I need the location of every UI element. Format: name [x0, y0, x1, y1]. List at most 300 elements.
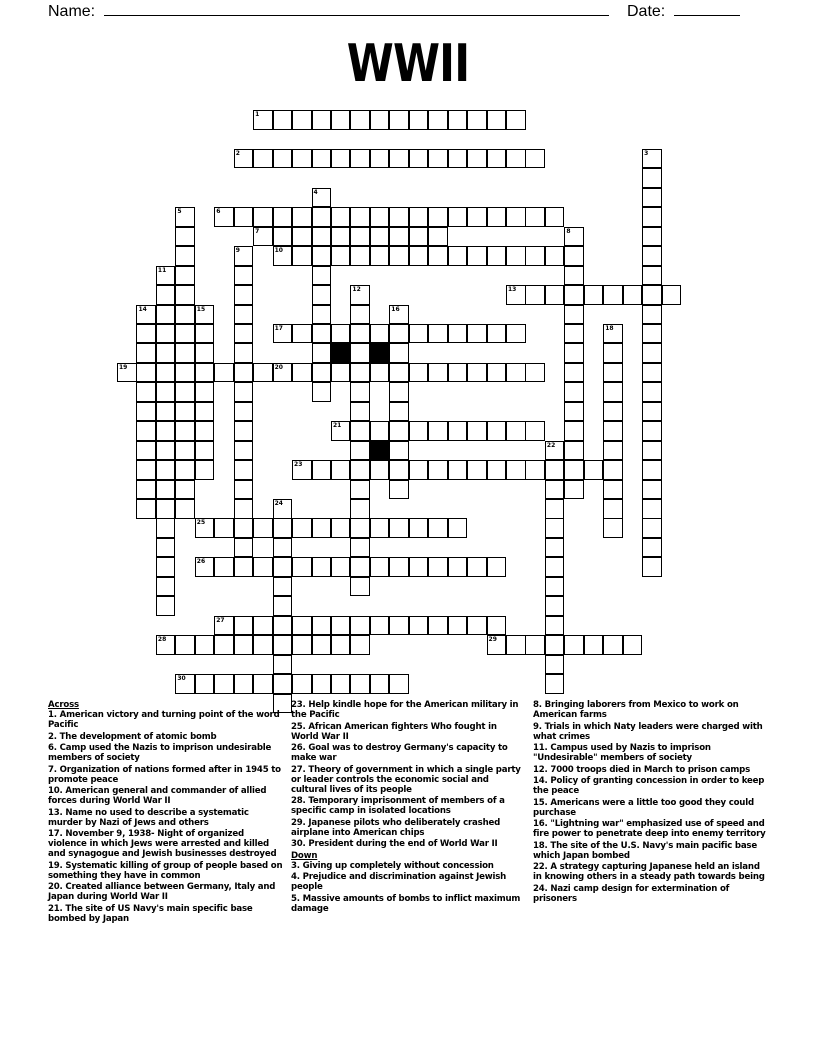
crossword-cell[interactable] [467, 616, 487, 636]
crossword-cell[interactable] [545, 577, 565, 597]
crossword-cell[interactable] [350, 207, 370, 227]
crossword-cell[interactable] [273, 363, 293, 383]
crossword-cell[interactable] [195, 402, 215, 422]
crossword-cell[interactable] [525, 635, 545, 655]
crossword-cell[interactable] [234, 421, 254, 441]
crossword-cell[interactable] [525, 149, 545, 169]
crossword-cell[interactable] [603, 402, 623, 422]
crossword-cell[interactable] [234, 674, 254, 694]
crossword-cell[interactable] [253, 149, 273, 169]
crossword-cell[interactable] [642, 460, 662, 480]
crossword-cell[interactable] [603, 635, 623, 655]
crossword-cell[interactable] [234, 285, 254, 305]
crossword-cell[interactable] [273, 674, 293, 694]
crossword-cell[interactable] [564, 382, 584, 402]
crossword-cell[interactable] [448, 363, 468, 383]
crossword-cell[interactable] [273, 324, 293, 344]
crossword-cell[interactable] [545, 655, 565, 675]
crossword-cell[interactable] [389, 207, 409, 227]
crossword-cell[interactable] [175, 305, 195, 325]
crossword-cell[interactable] [370, 557, 390, 577]
crossword-cell[interactable] [292, 557, 312, 577]
crossword-cell[interactable] [253, 363, 273, 383]
crossword-cell[interactable] [487, 635, 507, 655]
crossword-cell[interactable] [370, 149, 390, 169]
crossword-cell[interactable] [487, 460, 507, 480]
crossword-cell[interactable] [389, 382, 409, 402]
crossword-cell[interactable] [156, 577, 176, 597]
crossword-cell[interactable] [195, 674, 215, 694]
crossword-cell[interactable] [545, 441, 565, 461]
crossword-cell[interactable] [467, 421, 487, 441]
crossword-cell[interactable] [331, 149, 351, 169]
crossword-cell[interactable] [564, 266, 584, 286]
crossword-cell[interactable] [642, 421, 662, 441]
crossword-cell[interactable] [136, 421, 156, 441]
crossword-cell[interactable] [389, 305, 409, 325]
crossword-cell[interactable] [253, 110, 273, 130]
crossword-cell[interactable] [195, 343, 215, 363]
crossword-cell[interactable] [350, 577, 370, 597]
crossword-cell[interactable] [487, 149, 507, 169]
crossword-cell[interactable] [642, 168, 662, 188]
crossword-cell[interactable] [273, 207, 293, 227]
crossword-cell[interactable] [603, 343, 623, 363]
crossword-cell[interactable] [506, 207, 526, 227]
crossword-cell[interactable] [350, 441, 370, 461]
crossword-cell[interactable] [195, 518, 215, 538]
crossword-cell[interactable] [273, 499, 293, 519]
crossword-cell[interactable] [448, 110, 468, 130]
crossword-cell[interactable] [312, 518, 332, 538]
crossword-cell[interactable] [331, 557, 351, 577]
crossword-cell[interactable] [175, 266, 195, 286]
crossword-cell[interactable] [642, 285, 662, 305]
crossword-cell[interactable] [331, 227, 351, 247]
crossword-cell[interactable] [564, 246, 584, 266]
crossword-cell[interactable] [409, 246, 429, 266]
crossword-cell[interactable] [214, 635, 234, 655]
crossword-cell[interactable] [545, 207, 565, 227]
crossword-cell[interactable] [273, 655, 293, 675]
crossword-cell[interactable] [331, 635, 351, 655]
crossword-cell[interactable] [506, 460, 526, 480]
crossword-cell[interactable] [273, 227, 293, 247]
crossword-cell[interactable] [156, 557, 176, 577]
crossword-cell[interactable] [642, 188, 662, 208]
crossword-cell[interactable] [136, 324, 156, 344]
crossword-cell[interactable] [175, 382, 195, 402]
crossword-cell[interactable] [428, 110, 448, 130]
crossword-cell[interactable] [467, 324, 487, 344]
crossword-cell[interactable] [195, 635, 215, 655]
crossword-cell[interactable] [234, 518, 254, 538]
crossword-cell[interactable] [487, 557, 507, 577]
crossword-cell[interactable] [642, 149, 662, 169]
crossword-cell[interactable] [642, 227, 662, 247]
crossword-cell[interactable] [273, 596, 293, 616]
crossword-cell[interactable] [136, 499, 156, 519]
crossword-cell[interactable] [175, 421, 195, 441]
crossword-cell[interactable] [312, 227, 332, 247]
crossword-cell[interactable] [370, 227, 390, 247]
crossword-cell[interactable] [428, 246, 448, 266]
crossword-cell[interactable] [331, 207, 351, 227]
crossword-cell[interactable] [603, 460, 623, 480]
crossword-cell[interactable] [312, 246, 332, 266]
crossword-cell[interactable] [292, 110, 312, 130]
crossword-cell[interactable] [487, 324, 507, 344]
crossword-cell[interactable] [312, 207, 332, 227]
crossword-cell[interactable] [584, 460, 604, 480]
crossword-cell[interactable] [136, 382, 156, 402]
crossword-cell[interactable] [312, 343, 332, 363]
crossword-cell[interactable] [370, 674, 390, 694]
crossword-cell[interactable] [564, 480, 584, 500]
crossword-cell[interactable] [642, 441, 662, 461]
crossword-cell[interactable] [156, 382, 176, 402]
crossword-cell[interactable] [234, 616, 254, 636]
crossword-cell[interactable] [350, 305, 370, 325]
crossword-cell[interactable] [642, 499, 662, 519]
crossword-cell[interactable] [389, 324, 409, 344]
crossword-cell[interactable] [428, 149, 448, 169]
crossword-cell[interactable] [389, 402, 409, 422]
crossword-cell[interactable] [195, 460, 215, 480]
crossword-cell[interactable] [195, 421, 215, 441]
crossword-cell[interactable] [370, 421, 390, 441]
crossword-cell[interactable] [584, 285, 604, 305]
crossword-cell[interactable] [273, 246, 293, 266]
crossword-cell[interactable] [409, 149, 429, 169]
crossword-cell[interactable] [564, 285, 584, 305]
crossword-cell[interactable] [312, 635, 332, 655]
crossword-cell[interactable] [448, 616, 468, 636]
crossword-cell[interactable] [312, 674, 332, 694]
crossword-cell[interactable] [642, 363, 662, 383]
crossword-cell[interactable] [409, 227, 429, 247]
crossword-cell[interactable] [350, 246, 370, 266]
crossword-cell[interactable] [214, 616, 234, 636]
crossword-cell[interactable] [564, 402, 584, 422]
crossword-cell[interactable] [389, 363, 409, 383]
crossword-cell[interactable] [389, 460, 409, 480]
crossword-cell[interactable] [273, 616, 293, 636]
crossword-cell[interactable] [350, 421, 370, 441]
crossword-cell[interactable] [642, 382, 662, 402]
crossword-cell[interactable] [545, 285, 565, 305]
crossword-cell[interactable] [467, 110, 487, 130]
crossword-cell[interactable] [487, 421, 507, 441]
crossword-cell[interactable] [370, 207, 390, 227]
crossword-cell[interactable] [234, 441, 254, 461]
crossword-cell[interactable] [448, 324, 468, 344]
crossword-cell[interactable] [175, 324, 195, 344]
crossword-cell[interactable] [564, 324, 584, 344]
crossword-cell[interactable] [448, 149, 468, 169]
crossword-cell[interactable] [623, 635, 643, 655]
crossword-cell[interactable] [448, 518, 468, 538]
crossword-cell[interactable] [214, 518, 234, 538]
crossword-cell[interactable] [642, 207, 662, 227]
crossword-cell[interactable] [312, 616, 332, 636]
crossword-cell[interactable] [273, 577, 293, 597]
crossword-cell[interactable] [156, 421, 176, 441]
crossword-cell[interactable] [312, 110, 332, 130]
crossword-cell[interactable] [389, 227, 409, 247]
crossword-cell[interactable] [545, 499, 565, 519]
crossword-cell[interactable] [545, 538, 565, 558]
crossword-cell[interactable] [312, 285, 332, 305]
crossword-cell[interactable] [156, 538, 176, 558]
crossword-cell[interactable] [409, 616, 429, 636]
crossword-cell[interactable] [350, 518, 370, 538]
crossword-cell[interactable] [156, 518, 176, 538]
crossword-cell[interactable] [409, 421, 429, 441]
crossword-cell[interactable] [234, 538, 254, 558]
crossword-cell[interactable] [175, 207, 195, 227]
crossword-cell[interactable] [603, 382, 623, 402]
crossword-cell[interactable] [312, 188, 332, 208]
crossword-cell[interactable] [506, 421, 526, 441]
crossword-cell[interactable] [312, 305, 332, 325]
crossword-cell[interactable] [370, 110, 390, 130]
crossword-cell[interactable] [234, 635, 254, 655]
crossword-cell[interactable] [487, 246, 507, 266]
crossword-cell[interactable] [195, 305, 215, 325]
crossword-cell[interactable] [253, 518, 273, 538]
crossword-cell[interactable] [506, 246, 526, 266]
crossword-cell[interactable] [175, 246, 195, 266]
crossword-cell[interactable] [506, 635, 526, 655]
crossword-cell[interactable] [370, 363, 390, 383]
crossword-cell[interactable] [545, 557, 565, 577]
crossword-cell[interactable] [370, 518, 390, 538]
crossword-cell[interactable] [312, 557, 332, 577]
crossword-cell[interactable] [487, 616, 507, 636]
crossword-cell[interactable] [156, 343, 176, 363]
crossword-cell[interactable] [603, 518, 623, 538]
crossword-cell[interactable] [253, 616, 273, 636]
crossword-cell[interactable] [350, 499, 370, 519]
crossword-cell[interactable] [292, 460, 312, 480]
crossword-cell[interactable] [273, 557, 293, 577]
crossword-cell[interactable] [156, 305, 176, 325]
crossword-cell[interactable] [603, 441, 623, 461]
crossword-cell[interactable] [642, 480, 662, 500]
crossword-cell[interactable] [350, 635, 370, 655]
crossword-cell[interactable] [642, 518, 662, 538]
crossword-cell[interactable] [331, 518, 351, 538]
crossword-cell[interactable] [545, 246, 565, 266]
crossword-cell[interactable] [409, 110, 429, 130]
crossword-cell[interactable] [525, 207, 545, 227]
crossword-cell[interactable] [603, 363, 623, 383]
crossword-cell[interactable] [234, 382, 254, 402]
crossword-cell[interactable] [467, 149, 487, 169]
crossword-cell[interactable] [136, 305, 156, 325]
crossword-cell[interactable] [467, 363, 487, 383]
crossword-cell[interactable] [292, 363, 312, 383]
crossword-cell[interactable] [175, 674, 195, 694]
crossword-cell[interactable] [156, 402, 176, 422]
crossword-cell[interactable] [350, 674, 370, 694]
crossword-cell[interactable] [350, 460, 370, 480]
crossword-cell[interactable] [545, 674, 565, 694]
crossword-cell[interactable] [156, 596, 176, 616]
crossword-cell[interactable] [564, 305, 584, 325]
crossword-cell[interactable] [603, 499, 623, 519]
crossword-cell[interactable] [506, 363, 526, 383]
crossword-cell[interactable] [331, 421, 351, 441]
crossword-cell[interactable] [428, 518, 448, 538]
crossword-cell[interactable] [273, 110, 293, 130]
crossword-cell[interactable] [195, 363, 215, 383]
crossword-cell[interactable] [156, 480, 176, 500]
crossword-cell[interactable] [603, 480, 623, 500]
crossword-cell[interactable] [156, 441, 176, 461]
crossword-cell[interactable] [389, 480, 409, 500]
crossword-cell[interactable] [487, 207, 507, 227]
crossword-cell[interactable] [409, 324, 429, 344]
crossword-cell[interactable] [564, 460, 584, 480]
crossword-cell[interactable] [389, 421, 409, 441]
crossword-cell[interactable] [448, 207, 468, 227]
crossword-cell[interactable] [428, 557, 448, 577]
crossword-cell[interactable] [370, 324, 390, 344]
crossword-cell[interactable] [584, 635, 604, 655]
crossword-cell[interactable] [525, 421, 545, 441]
crossword-cell[interactable] [389, 674, 409, 694]
crossword-cell[interactable] [175, 343, 195, 363]
crossword-cell[interactable] [331, 616, 351, 636]
crossword-cell[interactable] [370, 460, 390, 480]
crossword-cell[interactable] [564, 343, 584, 363]
crossword-cell[interactable] [370, 616, 390, 636]
crossword-cell[interactable] [175, 402, 195, 422]
crossword-cell[interactable] [487, 110, 507, 130]
crossword-cell[interactable] [389, 246, 409, 266]
crossword-cell[interactable] [350, 324, 370, 344]
crossword-cell[interactable] [564, 441, 584, 461]
crossword-cell[interactable] [506, 285, 526, 305]
crossword-cell[interactable] [389, 616, 409, 636]
crossword-cell[interactable] [389, 557, 409, 577]
crossword-cell[interactable] [292, 616, 312, 636]
crossword-cell[interactable] [156, 363, 176, 383]
crossword-cell[interactable] [292, 635, 312, 655]
crossword-cell[interactable] [273, 518, 293, 538]
crossword-cell[interactable] [545, 635, 565, 655]
crossword-cell[interactable] [525, 363, 545, 383]
crossword-cell[interactable] [214, 557, 234, 577]
crossword-cell[interactable] [564, 227, 584, 247]
crossword-cell[interactable] [623, 285, 643, 305]
crossword-cell[interactable] [234, 324, 254, 344]
crossword-cell[interactable] [136, 343, 156, 363]
crossword-cell[interactable] [525, 246, 545, 266]
crossword-cell[interactable] [350, 149, 370, 169]
crossword-cell[interactable] [117, 363, 137, 383]
crossword-cell[interactable] [525, 460, 545, 480]
crossword-cell[interactable] [642, 324, 662, 344]
crossword-cell[interactable] [350, 480, 370, 500]
crossword-cell[interactable] [331, 674, 351, 694]
crossword-cell[interactable] [545, 460, 565, 480]
crossword-cell[interactable] [350, 616, 370, 636]
crossword-cell[interactable] [350, 382, 370, 402]
crossword-cell[interactable] [156, 285, 176, 305]
crossword-cell[interactable] [312, 266, 332, 286]
crossword-cell[interactable] [428, 363, 448, 383]
crossword-cell[interactable] [234, 246, 254, 266]
crossword-cell[interactable] [156, 324, 176, 344]
crossword-cell[interactable] [234, 149, 254, 169]
crossword-cell[interactable] [642, 402, 662, 422]
crossword-cell[interactable] [253, 227, 273, 247]
crossword-cell[interactable] [350, 110, 370, 130]
crossword-cell[interactable] [350, 402, 370, 422]
crossword-cell[interactable] [331, 460, 351, 480]
crossword-cell[interactable] [156, 635, 176, 655]
crossword-cell[interactable] [175, 227, 195, 247]
crossword-cell[interactable] [467, 460, 487, 480]
crossword-cell[interactable] [487, 363, 507, 383]
crossword-cell[interactable] [195, 382, 215, 402]
crossword-cell[interactable] [642, 246, 662, 266]
crossword-cell[interactable] [136, 480, 156, 500]
crossword-cell[interactable] [545, 616, 565, 636]
crossword-cell[interactable] [564, 635, 584, 655]
crossword-cell[interactable] [195, 324, 215, 344]
crossword-cell[interactable] [175, 441, 195, 461]
crossword-cell[interactable] [603, 285, 623, 305]
crossword-cell[interactable] [195, 557, 215, 577]
crossword-cell[interactable] [234, 480, 254, 500]
crossword-cell[interactable] [214, 674, 234, 694]
crossword-cell[interactable] [253, 207, 273, 227]
crossword-cell[interactable] [331, 363, 351, 383]
crossword-cell[interactable] [331, 110, 351, 130]
crossword-cell[interactable] [662, 285, 682, 305]
crossword-cell[interactable] [175, 285, 195, 305]
crossword-cell[interactable] [642, 557, 662, 577]
crossword-cell[interactable] [409, 207, 429, 227]
crossword-cell[interactable] [409, 557, 429, 577]
crossword-cell[interactable] [234, 460, 254, 480]
crossword-cell[interactable] [175, 635, 195, 655]
crossword-cell[interactable] [350, 285, 370, 305]
crossword-cell[interactable] [525, 285, 545, 305]
crossword-cell[interactable] [350, 363, 370, 383]
crossword-cell[interactable] [564, 363, 584, 383]
crossword-cell[interactable] [156, 499, 176, 519]
crossword-cell[interactable] [642, 538, 662, 558]
crossword-cell[interactable] [253, 674, 273, 694]
crossword-cell[interactable] [642, 266, 662, 286]
crossword-cell[interactable] [234, 557, 254, 577]
crossword-cell[interactable] [292, 207, 312, 227]
crossword-cell[interactable] [234, 343, 254, 363]
crossword-cell[interactable] [350, 227, 370, 247]
crossword-cell[interactable] [234, 207, 254, 227]
crossword-cell[interactable] [312, 149, 332, 169]
crossword-cell[interactable] [214, 207, 234, 227]
crossword-cell[interactable] [389, 343, 409, 363]
crossword-cell[interactable] [253, 635, 273, 655]
crossword-cell[interactable] [312, 324, 332, 344]
crossword-cell[interactable] [642, 343, 662, 363]
